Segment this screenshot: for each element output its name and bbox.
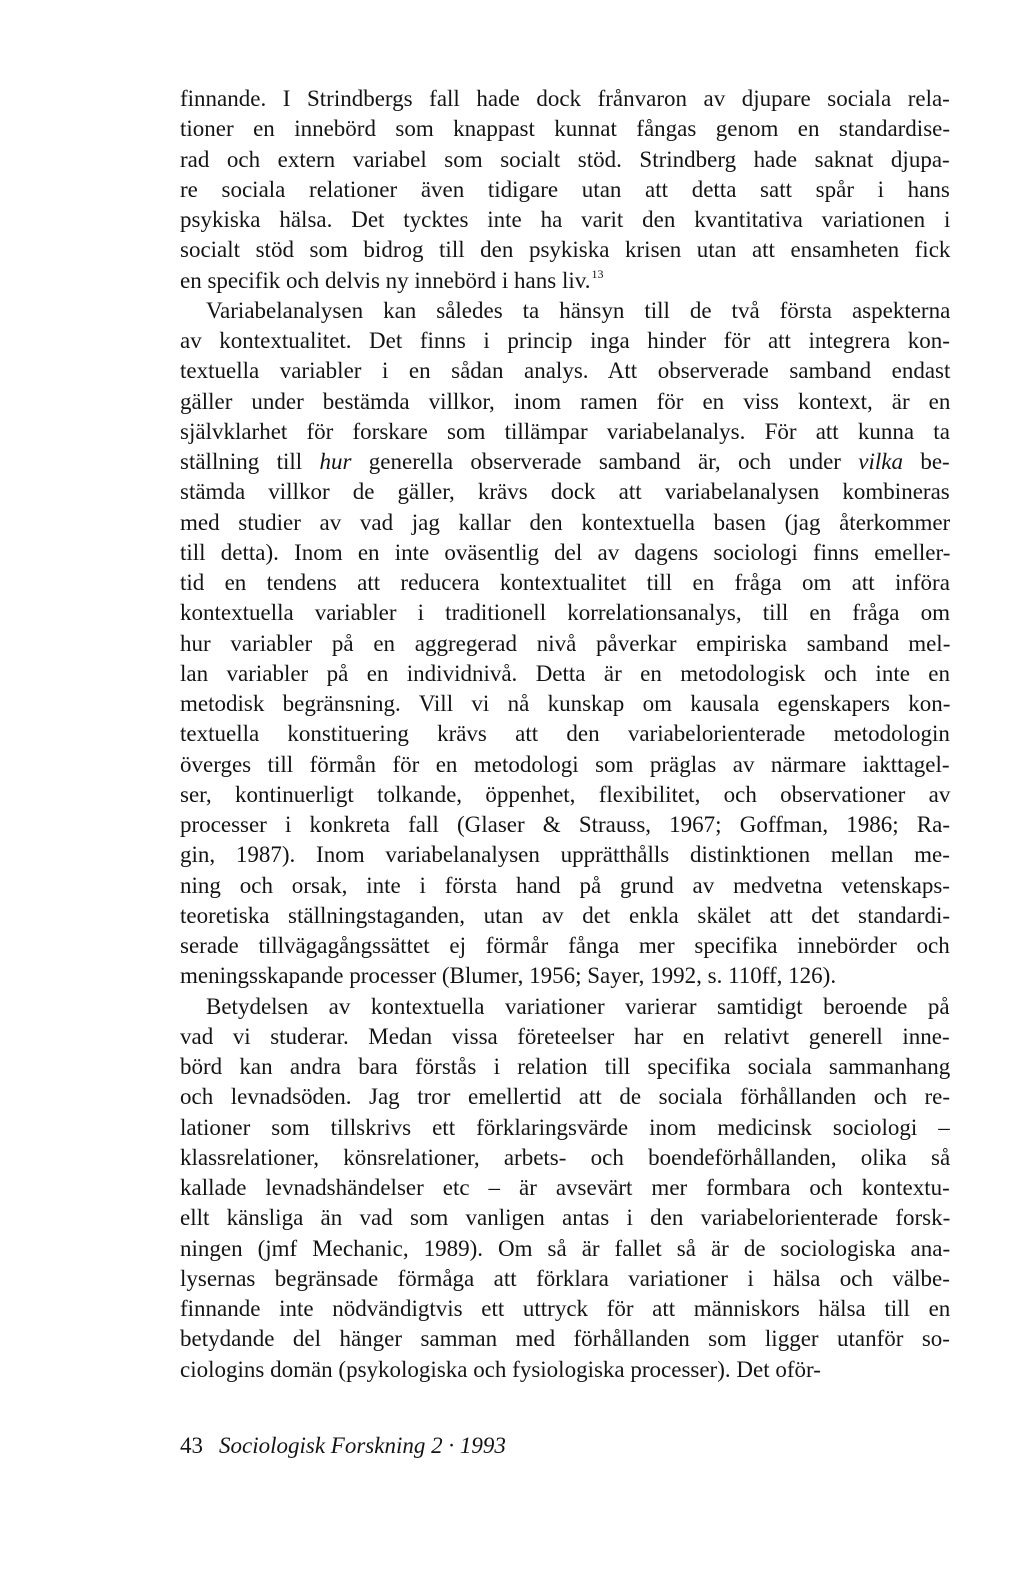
- paragraph-start: Betydelsen av kontextuella variationer varierar samtidigt beroende på: [206, 993, 950, 1019]
- text-line: av kontextualitet. Det finns i princip inga hinder för att integrera kon-: [180, 328, 950, 353]
- text-segment: en specifik och delvis ny innebörd i hans liv.: [180, 267, 591, 293]
- text-line: lationer som tillskrivs ett förklaringsvärde inom medicinsk sociologi –: [180, 1114, 950, 1140]
- text-line: klassrelationer, könsrelationer, arbets- och boendeförhållanden, olika så: [180, 1144, 951, 1170]
- text-line: ser, kontinuerligt tolkande, öppenhet, flexibilitet, och observationer av: [180, 781, 951, 807]
- text-line: och levnadsöden. Jag tror emellertid att de sociala förhållanden och re-: [180, 1084, 951, 1110]
- text-line: finnande. I Strindbergs fall hade dock frånvaron av djupare sociala rela-: [180, 86, 950, 111]
- text-line: serade tillvägagångssättet ej förmår fånga mer specifika innebörder och: [180, 933, 950, 958]
- page-number: 43: [180, 1433, 203, 1458]
- text-line: till detta). Inom en inte oväsentlig del av dagens sociologi finns emeller-: [180, 539, 951, 565]
- emphasis: hur: [319, 449, 352, 474]
- text-segment: generella observerade samband är, och under: [351, 449, 859, 474]
- text-line: psykiska hälsa. Det tycktes inte ha varit den kvantitativa variationen i: [180, 207, 951, 232]
- text-line: gin, 1987). Inom variabelanalysen upprätthålls distinktionen mellan me-: [180, 842, 950, 868]
- text-line: ningen (jmf Mechanic, 1989). Om så är fallet så är de sociologiska ana-: [180, 1235, 951, 1261]
- text-line: tioner en innebörd som knappast kunnat fångas genom en standardise-: [180, 116, 951, 142]
- text-line: rad och extern variabel som socialt stöd. Strindberg hade saknat djupa-: [180, 146, 950, 172]
- text-line: teoretiska ställningstaganden, utan av det enkla skälet att det standardi-: [180, 902, 951, 928]
- text-line: överges till förmån för en metodologi som präglas av närmare iakttagel-: [180, 751, 950, 777]
- body-text: [180, 84, 950, 1385]
- text-line: ning och orsak, inte i första hand på grund av medvetna vetenskaps-: [180, 872, 950, 898]
- text-line: kontextuella variabler i traditionell korrelationsanalys, till en fråga om: [180, 600, 950, 626]
- text-line: socialt stöd som bidrog till den psykiska krisen utan att ensamheten fick: [180, 237, 951, 263]
- text-segment: be-: [903, 449, 950, 474]
- text-line: metodisk begränsning. Vill vi nå kunskap om kausala egenskapers kon-: [180, 691, 951, 716]
- footnote-ref: 13: [591, 266, 604, 281]
- text-line: ellt känsliga än vad som vanligen antas i den variabelorienterade forsk-: [180, 1205, 951, 1231]
- text-line: lan variabler på en individnivå. Detta är en metodologisk och inte en: [180, 660, 951, 686]
- page-footer: [180, 1433, 506, 1459]
- text-segment: ställning till: [180, 449, 320, 474]
- emphasis: vilka: [858, 449, 903, 474]
- text-line: finnande inte nödvändigtvis ett uttryck för att människors hälsa till en: [180, 1296, 951, 1321]
- text-line: gäller under bestämda villkor, inom ramen för en viss kontext, är en: [180, 388, 951, 414]
- text-line: börd kan andra bara förstås i relation till specifika sociala sammanhang: [180, 1054, 951, 1079]
- text-line: textuella variabler i en sådan analys. Att observerade samband endast: [180, 358, 951, 384]
- text-line: textuella konstituering krävs att den variabelorienterade metodologin: [180, 721, 950, 747]
- text-line: [180, 447, 950, 477]
- text-line: hur variabler på en aggregerad nivå påverkar empiriska samband mel-: [180, 630, 951, 656]
- text-line: betydande del hänger samman med förhållanden som ligger utanför so-: [180, 1326, 950, 1352]
- text-line: kallade levnadshändelser etc – är avsevärt mer formbara och kontextu-: [180, 1175, 950, 1200]
- text-line: med studier av vad jag kallar den kontextuella basen (jag återkommer: [180, 509, 951, 535]
- text-line: stämda villkor de gäller, krävs dock att variabelanalysen kombineras: [180, 479, 950, 505]
- text-line: [180, 266, 950, 296]
- text-line: tid en tendens att reducera kontextualitet till en fråga om att införa: [180, 570, 950, 595]
- paragraph-start: Variabelanalysen kan således ta hänsyn till de två första aspekterna: [206, 297, 951, 323]
- text-line: meningsskapande processer (Blumer, 1956; Sayer, 1992, s. 110ff, 126).: [180, 963, 837, 989]
- text-line: lysernas begränsade förmåga att förklara variationer i hälsa och välbe-: [180, 1265, 950, 1291]
- text-line: självklarhet för forskare som tillämpar variabelanalys. För att kunna ta: [180, 418, 950, 444]
- journal-title: Sociologisk Forskning 2 · 1993: [219, 1433, 506, 1458]
- text-line: ciologins domän (psykologiska och fysiologiska processer). Det oför-: [180, 1356, 821, 1382]
- text-line: re sociala relationer även tidigare utan att detta satt spår i hans: [180, 176, 950, 202]
- text-line: processer i konkreta fall (Glaser & Strauss, 1967; Goffman, 1986; Ra-: [180, 812, 950, 837]
- text-line: vad vi studerar. Medan vissa företeelser har en relativt generell inne-: [180, 1023, 950, 1049]
